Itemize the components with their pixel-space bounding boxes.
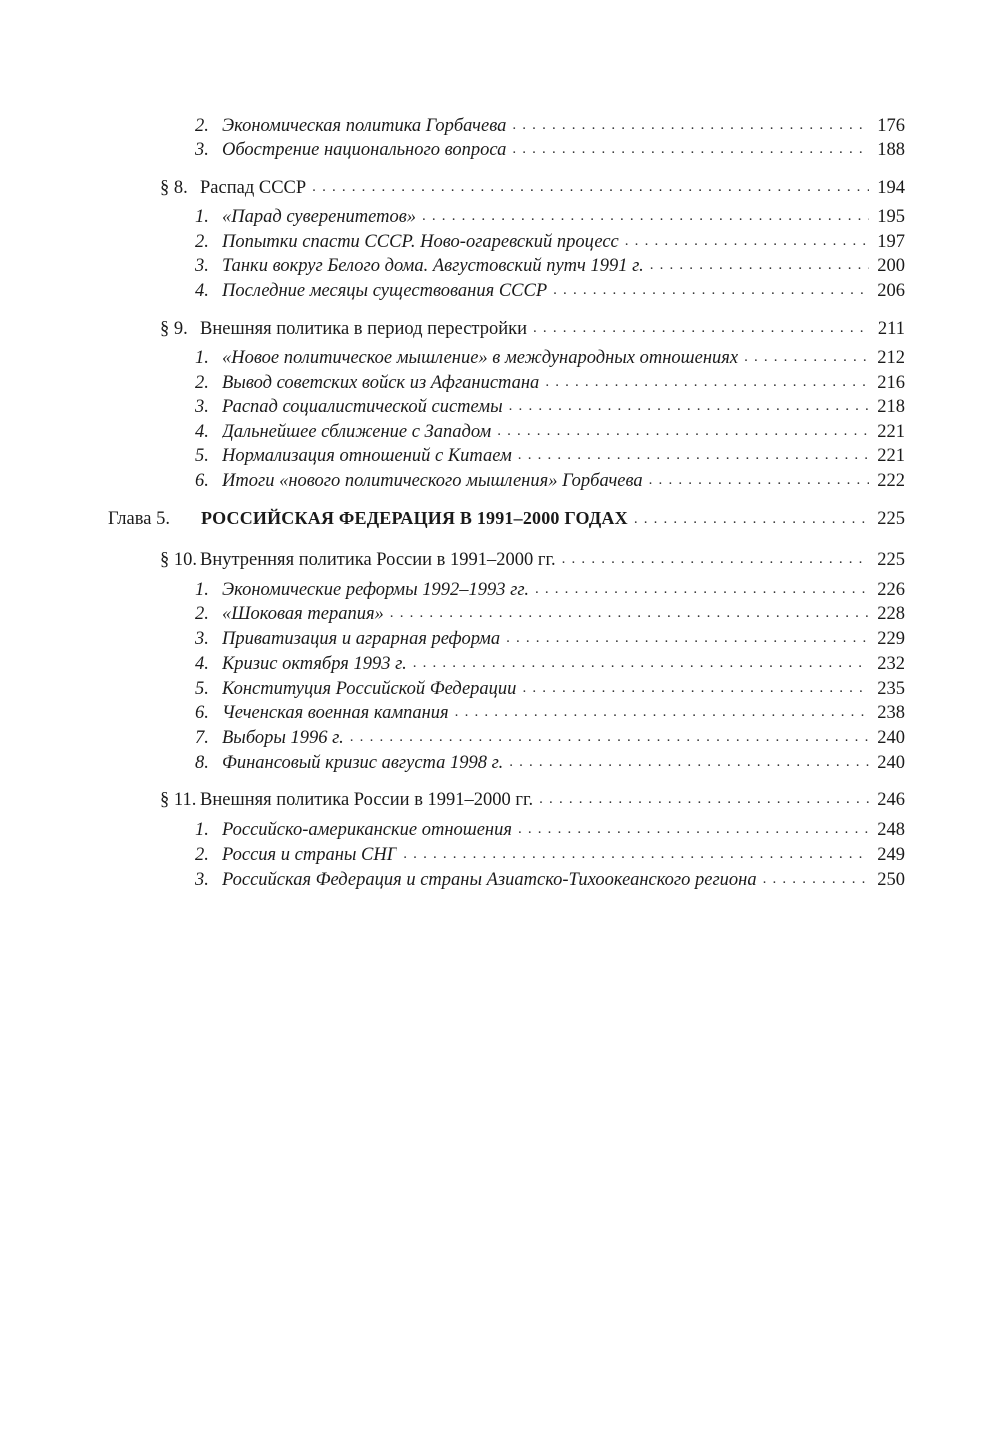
- dot-leader: [518, 816, 869, 835]
- dot-leader: [535, 576, 869, 595]
- entry-title: Россия и страны СНГ: [222, 844, 398, 865]
- toc-entry-sub: [195, 841, 905, 867]
- entry-number: § 8.: [160, 177, 188, 198]
- toc-entry-sub: [195, 650, 905, 676]
- entry-page: 218: [877, 396, 905, 417]
- dot-leader: [539, 786, 869, 805]
- toc-entry-sub: [195, 344, 905, 370]
- dot-leader: [553, 277, 869, 296]
- toc-entry-sub: [195, 112, 905, 138]
- toc-entry-chapter: [108, 505, 905, 531]
- entry-title: «Парад суверенитетов»: [222, 206, 416, 227]
- dot-leader: [512, 136, 869, 155]
- toc-entry-sub: [195, 866, 905, 892]
- entry-number: 3.: [195, 628, 209, 649]
- dot-leader: [497, 418, 869, 437]
- entry-page: 200: [877, 255, 905, 276]
- entry-number: 3.: [195, 255, 209, 276]
- toc-entry-sub: [195, 576, 905, 602]
- toc-entry-sub: [195, 418, 905, 444]
- dot-leader: [512, 112, 869, 131]
- entry-number: 7.: [195, 727, 209, 748]
- entry-page: 211: [877, 318, 905, 339]
- entry-page: 235: [877, 678, 905, 699]
- dot-leader: [455, 699, 869, 718]
- toc-entry-sub: [195, 136, 905, 162]
- toc-entry-sub: [195, 816, 905, 842]
- toc-entry-sub: [195, 675, 905, 701]
- entry-title: Распад социалистической системы: [222, 396, 503, 417]
- entry-page: 194: [877, 177, 905, 198]
- entry-title: Танки вокруг Белого дома. Августовский путч 1991 г.: [222, 255, 644, 276]
- dot-leader: [625, 228, 869, 247]
- dot-leader: [422, 203, 869, 222]
- toc-entry-section: [160, 786, 905, 812]
- toc-entry-sub: [195, 625, 905, 651]
- entry-title: Финансовый кризис августа 1998 г.: [222, 752, 504, 773]
- toc-entry-sub: [195, 203, 905, 229]
- dot-leader: [350, 724, 869, 743]
- toc-entry-section: [160, 315, 905, 341]
- dot-leader: [650, 252, 869, 271]
- entry-title: Последние месяцы существования СССР: [222, 280, 548, 301]
- entry-title: Обострение национального вопроса: [222, 139, 507, 160]
- entry-page: 240: [877, 752, 905, 773]
- entry-number: § 10.: [160, 549, 197, 570]
- dot-leader: [312, 174, 869, 193]
- entry-number: 5.: [195, 678, 209, 699]
- dot-leader: [522, 675, 869, 694]
- entry-page: 238: [877, 702, 905, 723]
- dot-leader: [744, 344, 869, 363]
- dot-leader: [509, 749, 869, 768]
- entry-number: 4.: [195, 653, 209, 674]
- entry-title: Внутренняя политика России в 1991–2000 гг.: [200, 549, 556, 570]
- entry-title: Внешняя политика России в 1991–2000 гг.: [200, 789, 534, 810]
- dot-leader: [545, 369, 869, 388]
- entry-page: 222: [877, 470, 905, 491]
- entry-number: 4.: [195, 421, 209, 442]
- toc-entry-sub: [195, 749, 905, 775]
- entry-number: 1.: [195, 579, 209, 600]
- entry-title: Конституция Российской Федерации: [222, 678, 517, 699]
- entry-number: 1.: [195, 347, 209, 368]
- entry-number: 3.: [195, 396, 209, 417]
- toc-entry-sub: [195, 467, 905, 493]
- entry-title: «Новое политическое мышление» в международных отношениях: [222, 347, 739, 368]
- entry-number: 2.: [195, 844, 209, 865]
- entry-title: Российская Федерация и страны Азиатско-Тихоокеанского региона: [222, 869, 757, 890]
- toc-entry-sub: [195, 277, 905, 303]
- entry-number: 2.: [195, 603, 209, 624]
- entry-title: Попытки спасти СССР. Ново-огаревский процесс: [222, 231, 619, 252]
- entry-page: 250: [877, 869, 905, 890]
- entry-title: Нормализация отношений с Китаем: [222, 445, 512, 466]
- entry-page: 225: [877, 549, 905, 570]
- entry-title: Распад СССР: [200, 177, 307, 198]
- entry-title: Выборы 1996 г.: [222, 727, 344, 748]
- entry-number: 8.: [195, 752, 209, 773]
- entry-page: 221: [877, 421, 905, 442]
- toc-entry-sub: [195, 442, 905, 468]
- entry-page: 212: [877, 347, 905, 368]
- dot-leader: [390, 600, 869, 619]
- entry-page: 216: [877, 372, 905, 393]
- entry-number: 1.: [195, 206, 209, 227]
- dot-leader: [533, 315, 869, 334]
- toc-entry-sub: [195, 393, 905, 419]
- entry-title: РОССИЙСКАЯ ФЕДЕРАЦИЯ В 1991–2000 ГОДАХ: [201, 508, 628, 528]
- entry-title: Внешняя политика в период перестройки: [200, 318, 528, 339]
- entry-page: 206: [877, 280, 905, 301]
- entry-number: 2.: [195, 115, 209, 136]
- entry-number: 5.: [195, 445, 209, 466]
- entry-title: Российско-американские отношения: [222, 819, 512, 840]
- entry-page: 225: [877, 509, 905, 529]
- toc-entry-sub: [195, 600, 905, 626]
- entry-title: Чеченская военная кампания: [222, 702, 449, 723]
- entry-number: Глава 5.: [108, 509, 170, 529]
- entry-page: 188: [877, 139, 905, 160]
- toc-entry-sub: [195, 724, 905, 750]
- toc-entry-sub: [195, 252, 905, 278]
- entry-page: 249: [877, 844, 905, 865]
- dot-leader: [518, 442, 869, 461]
- toc-entry-sub: [195, 228, 905, 254]
- dot-leader: [562, 546, 869, 565]
- entry-page: 228: [877, 603, 905, 624]
- entry-title: Экономические реформы 1992–1993 гг.: [222, 579, 529, 600]
- dot-leader: [403, 841, 869, 860]
- entry-title: Кризис октября 1993 г.: [222, 653, 407, 674]
- entry-page: 232: [877, 653, 905, 674]
- entry-number: 3.: [195, 139, 209, 160]
- toc-entry-sub: [195, 699, 905, 725]
- dot-leader: [506, 625, 869, 644]
- entry-title: «Шоковая терапия»: [222, 603, 384, 624]
- entry-title: Дальнейшее сближение с Западом: [222, 421, 492, 442]
- entry-number: § 11.: [160, 789, 197, 810]
- entry-title: Вывод советских войск из Афганистана: [222, 372, 540, 393]
- entry-number: 3.: [195, 869, 209, 890]
- entry-title: Приватизация и аграрная реформа: [222, 628, 501, 649]
- entry-number: 6.: [195, 470, 209, 491]
- entry-page: 240: [877, 727, 905, 748]
- dot-leader: [649, 467, 869, 486]
- dot-leader: [634, 506, 869, 525]
- entry-page: 246: [877, 789, 905, 810]
- entry-page: 226: [877, 579, 905, 600]
- toc-entry-section: [160, 546, 905, 572]
- toc-entry-sub: [195, 369, 905, 395]
- entry-number: 1.: [195, 819, 209, 840]
- dot-leader: [509, 393, 869, 412]
- dot-leader: [763, 866, 869, 885]
- entry-page: 229: [877, 628, 905, 649]
- entry-page: 221: [877, 445, 905, 466]
- entry-page: 195: [877, 206, 905, 227]
- entry-page: 197: [877, 231, 905, 252]
- dot-leader: [413, 650, 869, 669]
- entry-number: 6.: [195, 702, 209, 723]
- entry-number: § 9.: [160, 318, 188, 339]
- entry-title: Итоги «нового политического мышления» Горбачева: [222, 470, 643, 491]
- toc-entry-section: [160, 174, 905, 200]
- entry-number: 2.: [195, 372, 209, 393]
- entry-page: 248: [877, 819, 905, 840]
- entry-number: 2.: [195, 231, 209, 252]
- entry-number: 4.: [195, 280, 209, 301]
- entry-title: Экономическая политика Горбачева: [222, 115, 507, 136]
- entry-page: 176: [877, 115, 905, 136]
